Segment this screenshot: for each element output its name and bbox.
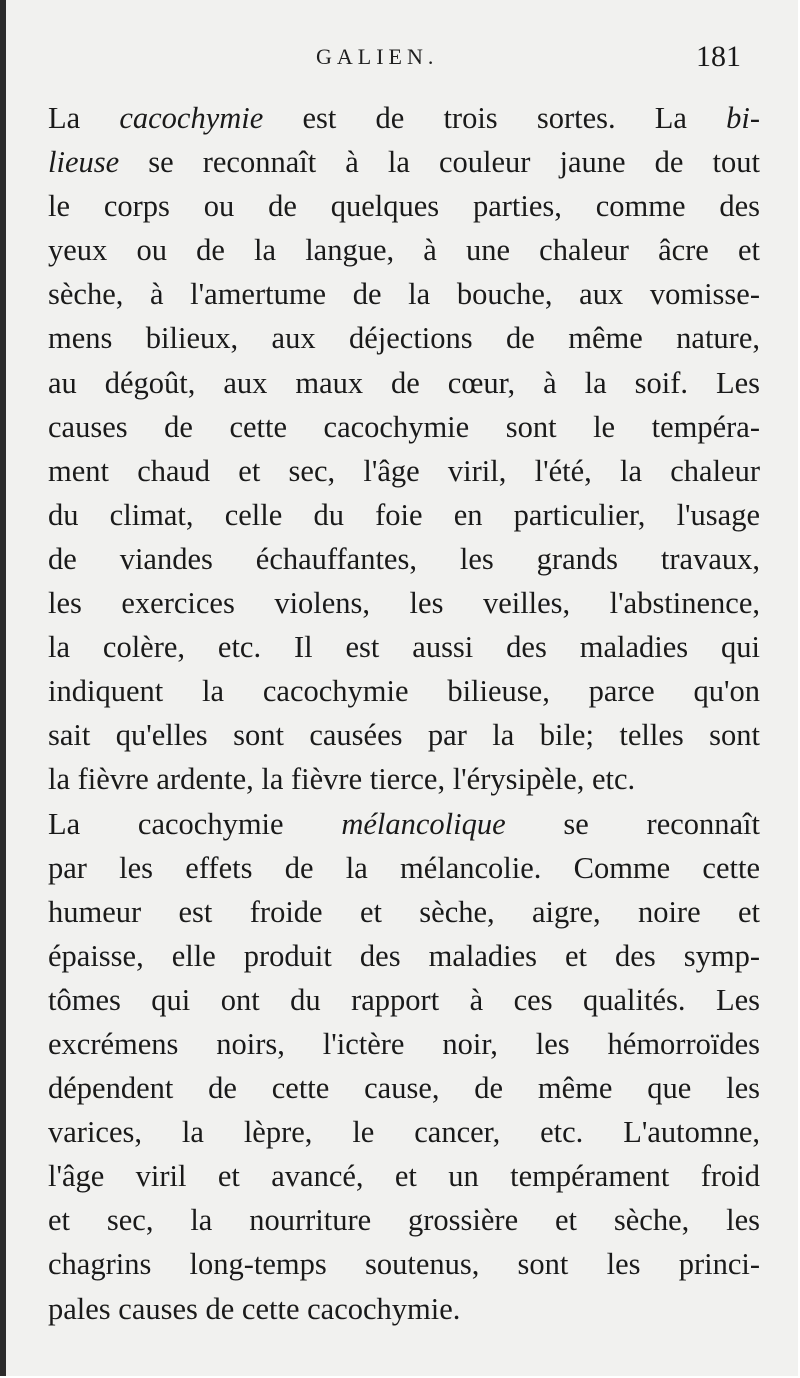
- text-segment: dépendent de cette cause, de même que les: [48, 1071, 760, 1106]
- text-line: [48, 140, 760, 184]
- text-segment: la colère, etc. Il est aussi des maladies qui: [48, 630, 760, 665]
- text-segment: tômes qui ont du rapport à ces qualités. Les: [48, 982, 760, 1017]
- text-segment: humeur est froide et sèche, aigre, noire et: [48, 894, 760, 929]
- text-segment: se reconnaît à la couleur jaune de tout: [119, 145, 760, 180]
- text-segment: la fièvre ardente, la fièvre tierce, l'érysipèle, etc.: [48, 762, 636, 797]
- page-number: 181: [696, 40, 741, 73]
- text-line: [48, 1154, 760, 1198]
- text-line: [48, 581, 760, 625]
- text-line: [48, 1066, 760, 1110]
- text-line: [48, 228, 760, 272]
- text-segment: par les effets de la mélancolie. Comme cette: [48, 850, 760, 885]
- text-line: [48, 1242, 760, 1286]
- text-line: [48, 184, 760, 228]
- text-segment: de viandes échauffantes, les grands travaux,: [48, 541, 760, 576]
- italic-text: lieuse: [48, 145, 120, 180]
- text-line: [48, 890, 760, 934]
- text-line: [48, 493, 760, 537]
- text-line: [48, 934, 760, 978]
- text-segment: est de trois sortes. La: [263, 101, 727, 135]
- text-segment: le corps ou de quelques parties, comme des: [48, 189, 760, 224]
- text-segment: épaisse, elle produit des maladies et des symp-: [48, 938, 760, 973]
- text-line: [48, 978, 760, 1022]
- text-line: [48, 361, 760, 405]
- text-segment: chagrins long-temps soutenus, sont les princi-: [48, 1247, 760, 1282]
- text-segment: mens bilieux, aux déjections de même nature,: [48, 321, 760, 356]
- text-segment: sèche, à l'amertume de la bouche, aux vomisse-: [48, 277, 760, 312]
- body-text: [48, 96, 760, 1331]
- text-segment: La cacochymie: [48, 806, 342, 841]
- text-segment: sait qu'elles sont causées par la bile; telles sont: [48, 718, 760, 753]
- text-line: [48, 537, 760, 581]
- text-line: [48, 802, 760, 846]
- text-line: [48, 757, 760, 801]
- text-segment: La: [48, 101, 120, 135]
- italic-text: cacochymie: [119, 101, 264, 135]
- text-segment: l'âge viril et avancé, et un tempérament froid: [48, 1159, 760, 1194]
- text-line: [48, 96, 760, 140]
- text-line: [48, 316, 760, 360]
- text-line: [48, 272, 760, 316]
- text-segment: yeux ou de la langue, à une chaleur âcre et: [48, 233, 760, 268]
- text-segment: du climat, celle du foie en particulier, l'usage: [48, 497, 760, 532]
- text-line: [48, 1022, 760, 1066]
- text-segment: et sec, la nourriture grossière et sèche, les: [48, 1203, 760, 1238]
- text-line: [48, 449, 760, 493]
- text-line: [48, 669, 760, 713]
- text-segment: causes de cette cacochymie sont le tempéra-: [48, 409, 760, 444]
- text-segment: les exercices violens, les veilles, l'abstinence,: [48, 586, 760, 621]
- text-segment: varices, la lèpre, le cancer, etc. L'automne,: [48, 1115, 760, 1150]
- text-line: [48, 713, 760, 757]
- text-line: [48, 625, 760, 669]
- text-line: [48, 846, 760, 890]
- text-line: [48, 1198, 760, 1242]
- text-segment: pales causes de cette cacochymie.: [48, 1291, 461, 1326]
- running-title: GALIEN.: [316, 44, 439, 69]
- text-segment: excrémens noirs, l'ictère noir, les hémorroïdes: [48, 1026, 760, 1061]
- italic-text: bi-: [726, 101, 761, 135]
- italic-text: mélancolique: [341, 806, 506, 841]
- text-segment: ment chaud et sec, l'âge viril, l'été, la chaleur: [48, 453, 760, 488]
- running-head: [6, 40, 798, 78]
- text-segment: au dégoût, aux maux de cœur, à la soif. Les: [48, 365, 760, 400]
- text-segment: indiquent la cacochymie bilieuse, parce qu'on: [48, 674, 760, 709]
- text-segment: se reconnaît: [505, 806, 760, 841]
- text-line: [48, 1110, 760, 1154]
- text-line: [48, 1287, 760, 1331]
- text-line: [48, 405, 760, 449]
